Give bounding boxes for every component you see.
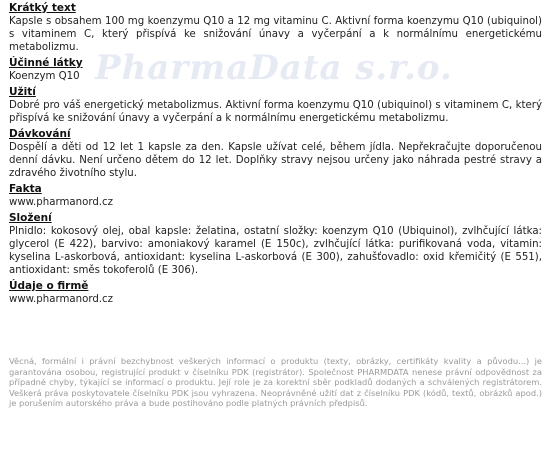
- section-body: Plnidlo: kokosový olej, obal kapsle: želatina, ostatní složky: koenzym Q10 (Ubiquinol), zvlhčující látka: glycerol (E 422), barvivo: amoniakový karamel (E 150c), zvlhčující látka: purifikovaná voda, vitamin: kyselina L-askorbová, antioxidant: kyselina L-askorbová (E 300), zahušťovadlo: oxid křemičitý (E 551), antioxidant: směs tokoferolů (E 306).: [9, 226, 542, 276]
- section-body: Dospělí a děti od 12 let 1 kapsle za den. Kapsle užívat celé, během jídla. Nepřekračujte doporučenou denní dávku. Není určeno dětem do 12 let. Doplňky stravy nejsou určeny jako náhrada pestré stravy a zdravého životního stylu.: [9, 142, 542, 179]
- watermark-text: PharmaData s.r.o.: [95, 48, 453, 88]
- section-heading: Fakta: [9, 183, 42, 195]
- legal-disclaimer: Věcná, formální i právní bezchybnost veškerých informací o produktu (texty, obrázky, certifikáty kvality a původu...) je garantována osobou, registrující produkt v číselníku PDK (registrátor). Společnost PHARMDATA nenese právní odpovědnost za případné chyby, týkající se informací o produktu. Její role je za korektní sběr podkladů dodaných a schválených registrátorem. Veškerá práva poskytovatele číselníku PDK jsou vyhrazena. Neoprávněné užití dat z číselníku PDK (kódů, textů, obrázků apod.) je porušením autorského práva a bude postihováno podle platných právních předpisů.: [9, 356, 542, 408]
- section-short-text: [9, 2, 542, 54]
- section-heading: Účinné látky: [9, 57, 83, 69]
- section-heading: Údaje o firmě: [9, 280, 89, 292]
- section-composition: [9, 212, 542, 277]
- section-usage: [9, 86, 542, 125]
- section-body: www.pharmanord.cz: [9, 294, 113, 305]
- section-body: www.pharmanord.cz: [9, 197, 113, 208]
- section-body: Kapsle s obsahem 100 mg koenzymu Q10 a 12 mg vitaminu C. Aktivní forma koenzymu Q10 (ubiquinol) s vitaminem C, který přispívá ke snižování únavy a vyčerpání a k normálnímu energetickému metabolizmu.: [9, 16, 542, 53]
- section-facts: [9, 183, 542, 209]
- section-active-ingredients: [9, 57, 542, 83]
- section-company-info: [9, 280, 542, 306]
- section-heading: Krátký text: [9, 2, 76, 14]
- section-body: Dobré pro váš energetický metabolizmus. Aktivní forma koenzymu Q10 (ubiquinol) s vitaminem C, který přispívá ke snižování únavy a vyčerpání a k normálnímu energetickému metabolizmu.: [9, 100, 542, 124]
- section-dosage: [9, 128, 542, 180]
- section-heading: Dávkování: [9, 128, 71, 140]
- section-heading: Složení: [9, 212, 52, 224]
- section-heading: Užití: [9, 86, 36, 98]
- section-body: Koenzym Q10: [9, 71, 80, 82]
